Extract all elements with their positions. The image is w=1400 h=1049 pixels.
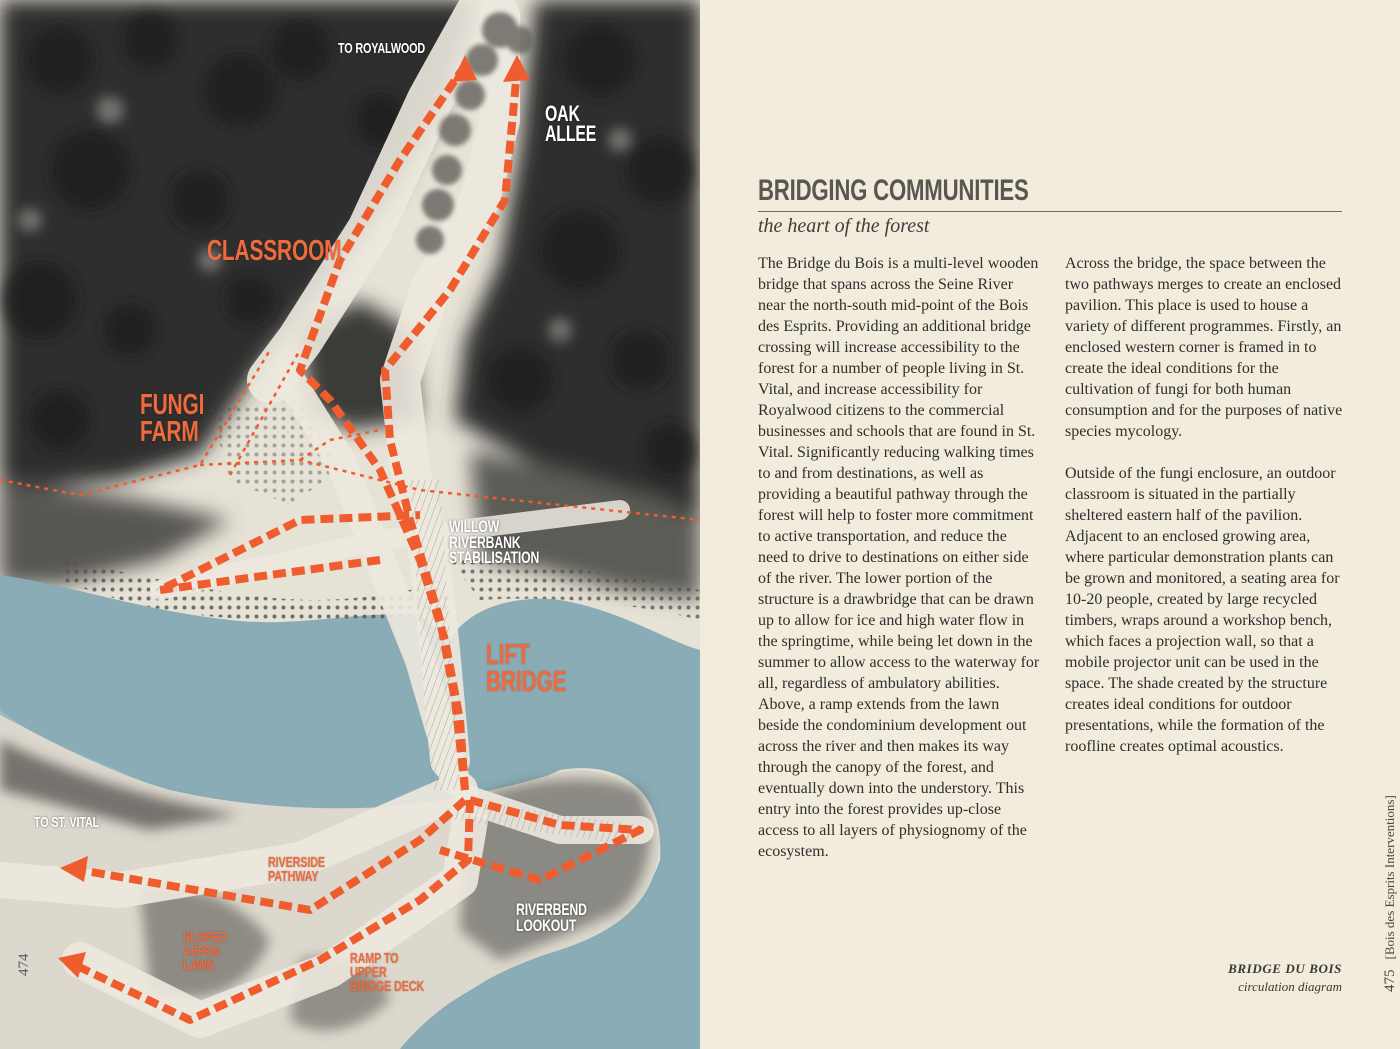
page-subtitle: the heart of the forest: [758, 215, 930, 237]
label-to-royalwood: TO ROYALWOOD: [338, 40, 426, 57]
body-paragraph: Outside of the fungi enclosure, an outdoor classroom is situated in the partially sheltered eastern half of the pavilion. Adjacent to an enclosed growing area, where particular demonstration plants can be grown and monitored, a seating area for 10-20 people, created by large recycled timbers, wraps around a workshop bench, which faces a projection wall, so that a mobile projector unit can be used in the space. The shade created by the structure creates ideal conditions for outdoor presentations, while the formation of the roofline creates optimal acoustics.: [1065, 465, 1340, 755]
page-number-left: 474: [16, 953, 32, 976]
title-rule: [758, 211, 1342, 212]
label-lift-bridge: LIFT BRIDGE: [486, 639, 567, 698]
text-column-left: [758, 253, 1040, 883]
label-riverside-pathway: RIVERSIDE PATHWAY: [268, 854, 325, 885]
figure-caption: [1228, 961, 1342, 995]
label-classroom: CLASSROOM: [207, 235, 342, 267]
page-number-right: 475: [1382, 969, 1398, 992]
running-head: [1382, 795, 1399, 992]
text-page: [700, 0, 1400, 1049]
caption-subtitle: circulation diagram: [1238, 979, 1342, 994]
body-paragraph: The Bridge du Bois is a multi-level wooden bridge that spans across the Seine River near the north-south mid-point of the Bois des Esprits. Providing an additional bridge crossing will increase accessibility to the forest for a number of people living in St. Vital, and increase accessibility for Royalwood citizens to the commercial businesses and schools that are found in St. Vital. Significantly reducing walking times to and from destinations, as well as providing a beautiful pathway through the forest will help to foster more commitment to active transportation, and reduce the need to drive to destinations on either side of the river. The lower portion of the structure is a drawbridge that can be drawn up to allow for ice and high water flow in the springtime, while being let down in the summer to allow access to the waterway for all, regardless of ambulatory abilities. Above, a ramp extends from the lawn beside the condominium development out across the river and then makes its way through the canopy of the forest, and eventually down into the understory. This entry into the forest provides up-close access to all layers of physiognomy of the ecosystem.: [758, 255, 1040, 860]
label-to-st-vital: TO ST. VITAL: [34, 814, 100, 831]
label-oak-allee: OAK ALLEE: [545, 101, 597, 147]
caption-title: BRIDGE DU BOIS: [1228, 961, 1342, 976]
label-riverbend-lookout: RIVERBEND LOOKOUT: [516, 900, 587, 935]
body-paragraph: Across the bridge, the space between the two pathways merges to create an enclosed pavilion. This place is used to house a variety of different programmes. Firstly, an enclosed western corner is framed in to create the ideal conditions for the cultivation of fungi for both human consumption and for the purposes of native species mycology.: [1065, 255, 1343, 440]
text-column-right: [1065, 253, 1347, 778]
label-fungi-farm: FUNGI FARM: [140, 389, 205, 448]
page-title: BRIDGING COMMUNITIES: [758, 174, 1029, 207]
label-willow-riverbank: WILLOW RIVERBANK STABILISATION: [449, 517, 540, 568]
section-name: [Bois des Esprits Interventions]: [1382, 795, 1397, 960]
label-sloped-aspen-lawn: SLOPED ASPEN LAWN: [183, 929, 227, 974]
label-ramp-upper-deck: RAMP TO UPPER BRIDGE DECK: [350, 950, 425, 995]
